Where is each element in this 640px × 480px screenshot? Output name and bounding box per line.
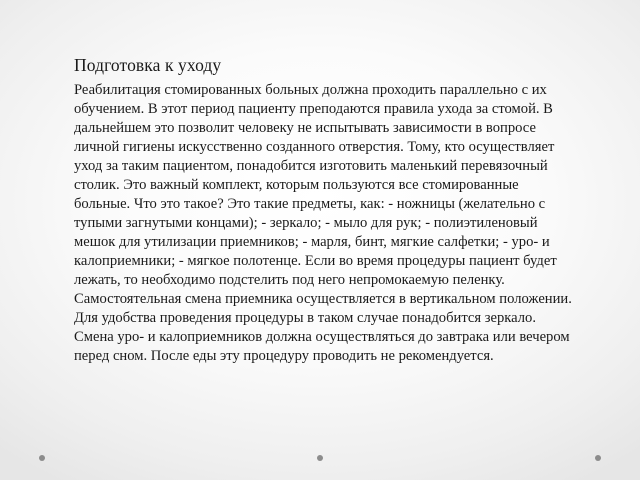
nav-dot-center[interactable] xyxy=(317,455,323,461)
nav-dot-left[interactable] xyxy=(39,455,45,461)
slide-content xyxy=(74,54,574,366)
slide-body-text: Реабилитация стомированных больных должна проходить параллельно с их обучением. В этот период пациенту преподаются правила ухода за стомой. В дальнейшем это позволит человеку не испытывать зависимости в вопросе личной гигиены искусственно созданного отверстия. Тому, кто осуществляет уход за таким пациентом, понадобится изготовить маленький перевязочный столик. Это важный комплект, которым пользуются все стомированные больные. Что это такое? Это такие предметы, как: - ножницы (желательно с тупыми загнутыми концами); - зеркало; - мыло для рук; - полиэтиленовый мешок для утилизации приемников; - марля, бинт, мягкие салфетки; - уро- и калоприемники; - мягкое полотенце. Если во время процедуры пациент будет лежать, то необходимо подстелить под него непромокаемую пеленку. Самостоятельная смена приемника осуществляется в вертикальном положении. Для удобства проведения процедуры в таком случае понадобится зеркало. Смена уро- и калоприемников должна осуществляться до завтрака или вечером перед сном. После еды эту процедуру проводить не рекомендуется. xyxy=(74,82,572,364)
nav-dot-right[interactable] xyxy=(595,455,601,461)
slide-title: Подготовка к уходу xyxy=(74,55,222,75)
slide-nav-dots xyxy=(0,451,640,465)
